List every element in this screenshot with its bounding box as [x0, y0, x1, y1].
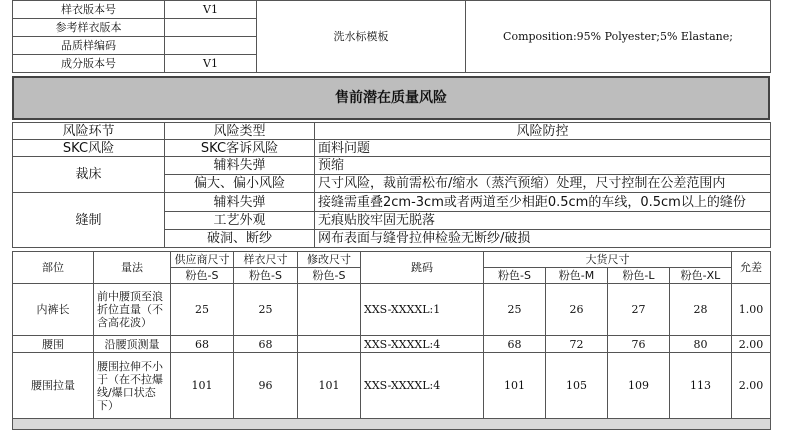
size-header-supplier: 供应商尺寸 — [171, 252, 234, 268]
risk-stage-sewing: 缝制 — [13, 193, 165, 248]
part-cell: 腰围拉量 — [13, 353, 94, 419]
sample-cell[interactable]: 68 — [234, 336, 298, 353]
modify-color-size: 粉色-S — [298, 268, 361, 284]
quality-sample-code-label: 品质样编码 — [13, 37, 165, 55]
bulk-cell[interactable]: 27 — [608, 284, 670, 336]
bulk-cell[interactable]: 101 — [484, 353, 546, 419]
tolerance-cell[interactable]: 2.00 — [732, 353, 771, 419]
size-header-bulk: 大货尺寸 — [484, 252, 732, 268]
modify-cell[interactable] — [298, 284, 361, 336]
bulk-cell[interactable]: 113 — [670, 353, 732, 419]
bulk-size-m: 粉色-M — [546, 268, 608, 284]
risk-stage-cutting: 裁床 — [13, 157, 165, 193]
bulk-cell[interactable]: 80 — [670, 336, 732, 353]
bulk-cell[interactable]: 109 — [608, 353, 670, 419]
risk-table — [12, 122, 771, 248]
sample-cell[interactable]: 96 — [234, 353, 298, 419]
risk-header-stage: 风险环节 — [13, 123, 165, 140]
bulk-cell[interactable]: 26 — [546, 284, 608, 336]
risk-type: 工艺外观 — [165, 212, 315, 230]
risk-control: 网布表面与缝骨拉伸检验无断纱/破损 — [315, 230, 771, 248]
part-cell: 内裤长 — [13, 284, 94, 336]
risk-type: 破洞、断纱 — [165, 230, 315, 248]
risk-control: 尺寸风险，裁前需松布/缩水（蒸汽预缩）处理，尺寸控制在公差范围内 — [315, 175, 771, 193]
composition-version-value[interactable]: V1 — [165, 55, 257, 73]
sample-color-size: 粉色-S — [234, 268, 298, 284]
jump-cell: XXS-XXXXL:1 — [361, 284, 484, 336]
jump-cell: XXS-XXXXL:4 — [361, 353, 484, 419]
modify-cell[interactable]: 101 — [298, 353, 361, 419]
risk-type: SKC客诉风险 — [165, 140, 315, 157]
bulk-cell[interactable]: 72 — [546, 336, 608, 353]
table-row — [13, 336, 771, 353]
bulk-cell[interactable]: 105 — [546, 353, 608, 419]
care-label-template: 洗水标模板 — [257, 1, 466, 73]
bulk-size-l: 粉色-L — [608, 268, 670, 284]
supplier-color-size: 粉色-S — [171, 268, 234, 284]
bulk-size-s: 粉色-S — [484, 268, 546, 284]
risk-control: 预缩 — [315, 157, 771, 175]
risk-header-type: 风险类型 — [165, 123, 315, 140]
risk-control: 无痕贴胶牢固无脱落 — [315, 212, 771, 230]
footer-row — [13, 419, 771, 430]
sample-cell[interactable]: 25 — [234, 284, 298, 336]
bulk-cell[interactable]: 28 — [670, 284, 732, 336]
banner-table — [12, 76, 770, 120]
risk-control: 接缝需重叠2cm-3cm或者两道至少相距0.5cm的车线，0.5cm以上的缝份 — [315, 193, 771, 212]
bulk-size-xl: 粉色-XL — [670, 268, 732, 284]
method-cell: 腰围拉伸不小于（在不拉爆线/爆口状态下） — [94, 353, 171, 419]
ref-sample-version-value[interactable] — [165, 19, 257, 37]
size-header-modify: 修改尺寸 — [298, 252, 361, 268]
spec-sheet — [12, 0, 770, 430]
size-header-jump: 跳码 — [361, 252, 484, 284]
right-edge-fade — [770, 0, 790, 434]
method-cell: 前中腰顶至浪折位直量（不含高花波） — [94, 284, 171, 336]
risk-type: 辅料失弹 — [165, 193, 315, 212]
sample-version-value[interactable]: V1 — [165, 1, 257, 19]
risk-stage-skc: SKC风险 — [13, 140, 165, 157]
quality-sample-code-value[interactable] — [165, 37, 257, 55]
risk-type: 偏大、偏小风险 — [165, 175, 315, 193]
supplier-cell[interactable]: 101 — [171, 353, 234, 419]
banner-title: 售前潜在质量风险 — [13, 77, 769, 119]
supplier-cell[interactable]: 25 — [171, 284, 234, 336]
bulk-cell[interactable]: 68 — [484, 336, 546, 353]
jump-cell: XXS-XXXXL:4 — [361, 336, 484, 353]
tolerance-cell[interactable]: 1.00 — [732, 284, 771, 336]
size-table — [12, 251, 771, 430]
risk-control: 面料问题 — [315, 140, 771, 157]
composition-version-label: 成分版本号 — [13, 55, 165, 73]
modify-cell[interactable] — [298, 336, 361, 353]
sample-version-label: 样衣版本号 — [13, 1, 165, 19]
ref-sample-version-label: 参考样衣版本 — [13, 19, 165, 37]
risk-type: 辅料失弹 — [165, 157, 315, 175]
size-header-sample: 样衣尺寸 — [234, 252, 298, 268]
tolerance-cell[interactable]: 2.00 — [732, 336, 771, 353]
table-row — [13, 284, 771, 336]
supplier-cell[interactable]: 68 — [171, 336, 234, 353]
bulk-cell[interactable]: 76 — [608, 336, 670, 353]
table-row — [13, 353, 771, 419]
risk-header-control: 风险防控 — [315, 123, 771, 140]
method-cell: 沿腰顶测量 — [94, 336, 171, 353]
part-cell: 腰围 — [13, 336, 94, 353]
header-info-table — [12, 0, 771, 73]
size-header-method: 量法 — [94, 252, 171, 284]
size-header-part: 部位 — [13, 252, 94, 284]
bulk-cell[interactable]: 25 — [484, 284, 546, 336]
footer-band — [13, 419, 771, 430]
size-header-tolerance: 允差 — [732, 252, 771, 284]
composition-text: Composition:95% Polyester;5% Elastane; — [466, 1, 771, 73]
